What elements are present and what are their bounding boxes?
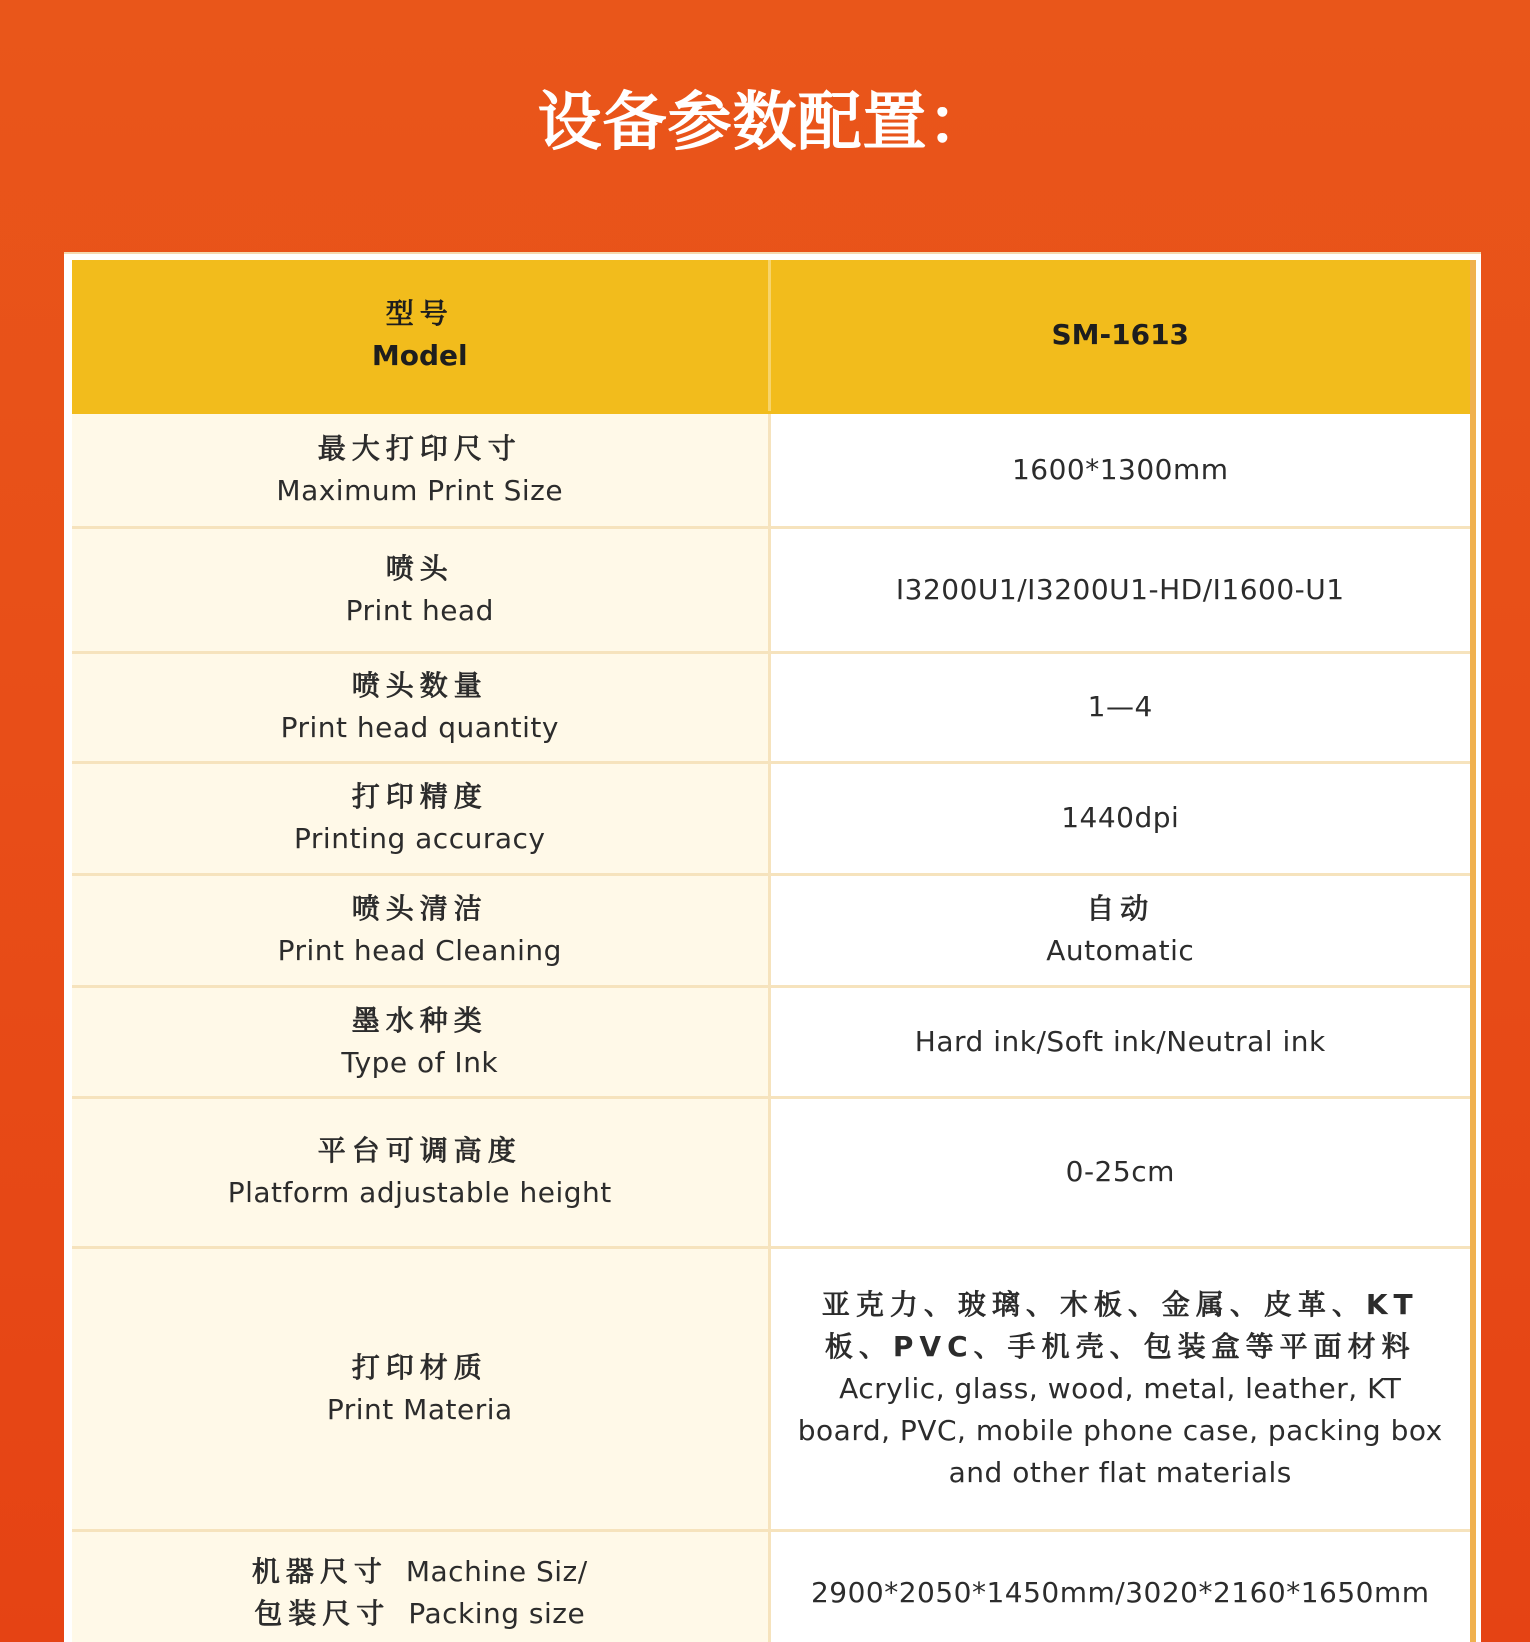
row-value: 0-25cm bbox=[1065, 1155, 1175, 1188]
header-label-cell bbox=[72, 260, 769, 412]
spec-table bbox=[72, 260, 1476, 1642]
row-label-cell bbox=[72, 652, 769, 762]
header-label-zh: 型号 bbox=[385, 297, 454, 331]
row-value-cell bbox=[769, 412, 1473, 527]
material-line-en-1: Acrylic, glass, wood, metal, leather, KT bbox=[839, 1371, 1402, 1405]
row-value-en: Automatic bbox=[1046, 934, 1195, 967]
material-line-en-2: board, PVC, mobile phone case, packing box bbox=[797, 1413, 1443, 1447]
row-label-cell bbox=[72, 412, 769, 527]
row-label-zh: 墨水种类 bbox=[351, 1003, 488, 1037]
spec-row-print-head-quantity bbox=[72, 652, 1473, 762]
row-value: 1600*1300mm bbox=[1011, 452, 1229, 486]
row-label-en: Printing accuracy bbox=[294, 822, 546, 855]
machine-size-label bbox=[86, 1551, 754, 1593]
page-title: 设备参数配置： bbox=[537, 86, 993, 160]
row-value-cell bbox=[769, 1530, 1473, 1642]
row-label-cell bbox=[72, 1097, 769, 1247]
spec-row-type-of-ink bbox=[72, 986, 1473, 1097]
row-label-cell bbox=[72, 762, 769, 874]
material-line-en-3: and other flat materials bbox=[948, 1455, 1292, 1489]
row-value: 2900*2050*1450mm/3020*2160*1650mm bbox=[810, 1575, 1430, 1609]
row-label-en: Type of Ink bbox=[341, 1045, 499, 1079]
row-label-zh: 平台可调高度 bbox=[317, 1134, 522, 1167]
row-label-en: Print head Cleaning bbox=[277, 934, 562, 967]
header-label-en: Model bbox=[371, 339, 468, 373]
row-label-zh: 打印材质 bbox=[351, 1350, 488, 1384]
spec-row-platform-height bbox=[72, 1097, 1473, 1247]
row-value-cell bbox=[769, 527, 1473, 652]
row-value: I3200U1/I3200U1-HD/I1600-U1 bbox=[895, 572, 1345, 606]
row-label-cell bbox=[72, 1247, 769, 1530]
row-value-cell bbox=[769, 762, 1473, 874]
spec-row-print-material bbox=[72, 1247, 1473, 1530]
spec-row-print-head-cleaning bbox=[72, 874, 1473, 986]
model-value: SM-1613 bbox=[1051, 318, 1190, 352]
spec-row-print-head bbox=[72, 527, 1473, 652]
material-line-zh-2: 板、PVC、手机壳、包装盒等平面材料 bbox=[824, 1329, 1416, 1363]
row-value: 1440dpi bbox=[1061, 801, 1180, 834]
row-label-en: Maximum Print Size bbox=[276, 473, 564, 507]
machine-size-zh: 机器尺寸 bbox=[251, 1554, 388, 1588]
spec-panel bbox=[64, 252, 1481, 1642]
row-label-en: Print Materia bbox=[326, 1392, 513, 1426]
row-label-en: Print head quantity bbox=[280, 711, 559, 744]
row-value-cell bbox=[769, 874, 1473, 986]
header-row bbox=[72, 260, 1473, 412]
row-label-zh: 喷头清洁 bbox=[351, 892, 488, 925]
spec-row-max-print-size bbox=[72, 412, 1473, 527]
row-value-cell bbox=[769, 1097, 1473, 1247]
row-label-zh: 最大打印尺寸 bbox=[317, 431, 522, 465]
row-value: 1—4 bbox=[1087, 690, 1153, 723]
header-value-cell bbox=[769, 260, 1473, 412]
row-label-zh: 打印精度 bbox=[351, 780, 488, 813]
row-label-zh: 喷头 bbox=[385, 551, 454, 585]
row-label-cell bbox=[72, 986, 769, 1097]
row-value: Hard ink/Soft ink/Neutral ink bbox=[914, 1024, 1326, 1058]
machine-size-en: Machine Siz/ bbox=[405, 1554, 588, 1588]
packing-size-zh: 包装尺寸 bbox=[254, 1596, 391, 1630]
row-value-cell bbox=[769, 652, 1473, 762]
row-label-zh: 喷头数量 bbox=[351, 669, 488, 702]
row-label-cell bbox=[72, 874, 769, 986]
packing-size-en: Packing size bbox=[408, 1596, 586, 1630]
spec-row-machine-size bbox=[72, 1530, 1473, 1642]
row-value-cell bbox=[769, 1247, 1473, 1530]
row-label-cell bbox=[72, 527, 769, 652]
row-label-cell bbox=[72, 1530, 769, 1642]
row-value-cell bbox=[769, 986, 1473, 1097]
packing-size-label bbox=[86, 1593, 754, 1635]
material-line-zh-1: 亚克力、玻璃、木板、金属、皮革、KT bbox=[821, 1287, 1419, 1321]
row-label-en: Print head bbox=[345, 593, 494, 627]
row-value-zh: 自动 bbox=[1086, 892, 1155, 925]
row-label-en: Platform adjustable height bbox=[227, 1176, 612, 1209]
spec-row-printing-accuracy bbox=[72, 762, 1473, 874]
